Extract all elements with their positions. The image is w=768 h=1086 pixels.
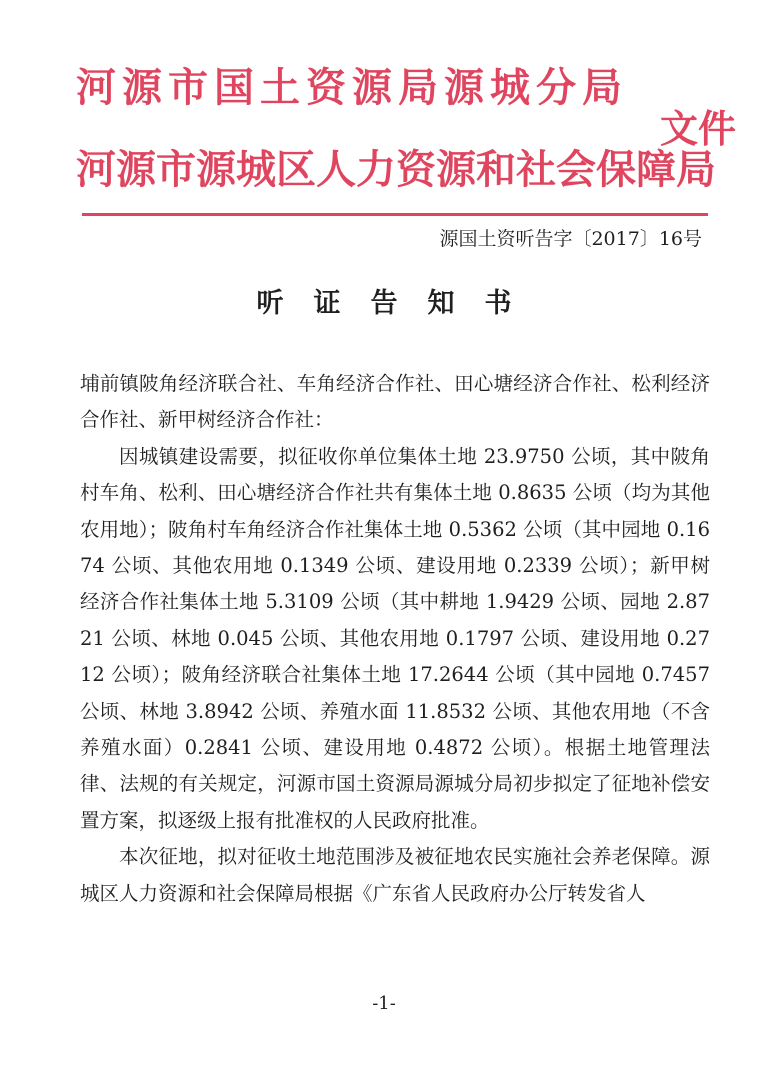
document-title: 听证告知书 [256,288,542,319]
issuing-authority-1: 河源市国土资源局源城分局 [76,65,628,111]
document-number: 源国土资听告字〔2017〕16号 [439,228,702,250]
body-paragraph: 因城镇建设需要，拟征收你单位集体土地 23.9750 公顷，其中陂角村车角、松利、田心塘经济合作社共有集体土地 0.8635 公顷（均为其他农用地）；陂角村车角经济合作社集体土地 0.5362 公顷（其中园地 0.1674 公顷、其他农用地 0.1349 公顷、建设用地 0.2339 公顷）；新甲树经济合作社集体土地 5.3109 公顷（其中耕地 1.9429 公顷、园地 2.8721 公顷、林地 0.045 公顷、其他农用地 0.1797 公顷、建设用地 0.2712 公顷）；陂角经济联合社集体土地 17.2644 公顷（其中园地 0.7457 公顷、林地 3.8942 公顷、养殖水面 11.8532 公顷、其他农用地（不含养殖水面）0.2841 公顷、建设用地 0.4872 公顷）。根据土地管理法律、法规的有关规定，河源市国土资源局源城分局初步拟定了征地补偿安置方案，拟逐级上报有批准权的人民政府批准。 [80,444,710,832]
document-type-label: 文件 [660,107,737,151]
document-body [80,366,710,912]
issuing-authority-2: 河源市源城区人力资源和社会保障局 [76,147,716,193]
red-header-divider [82,213,708,216]
page-number: -1- [372,993,396,1014]
body-paragraph: 本次征地，拟对征收土地范围涉及被征地农民实施社会养老保障。源城区人力资源和社会保障局根据《广东省人民政府办公厅转发省人 [80,845,710,905]
addressee: 埔前镇陂角经济联合社、车角经济合作社、田心塘经济合作社、松利经济合作社、新甲树经济合作社： [80,372,710,432]
